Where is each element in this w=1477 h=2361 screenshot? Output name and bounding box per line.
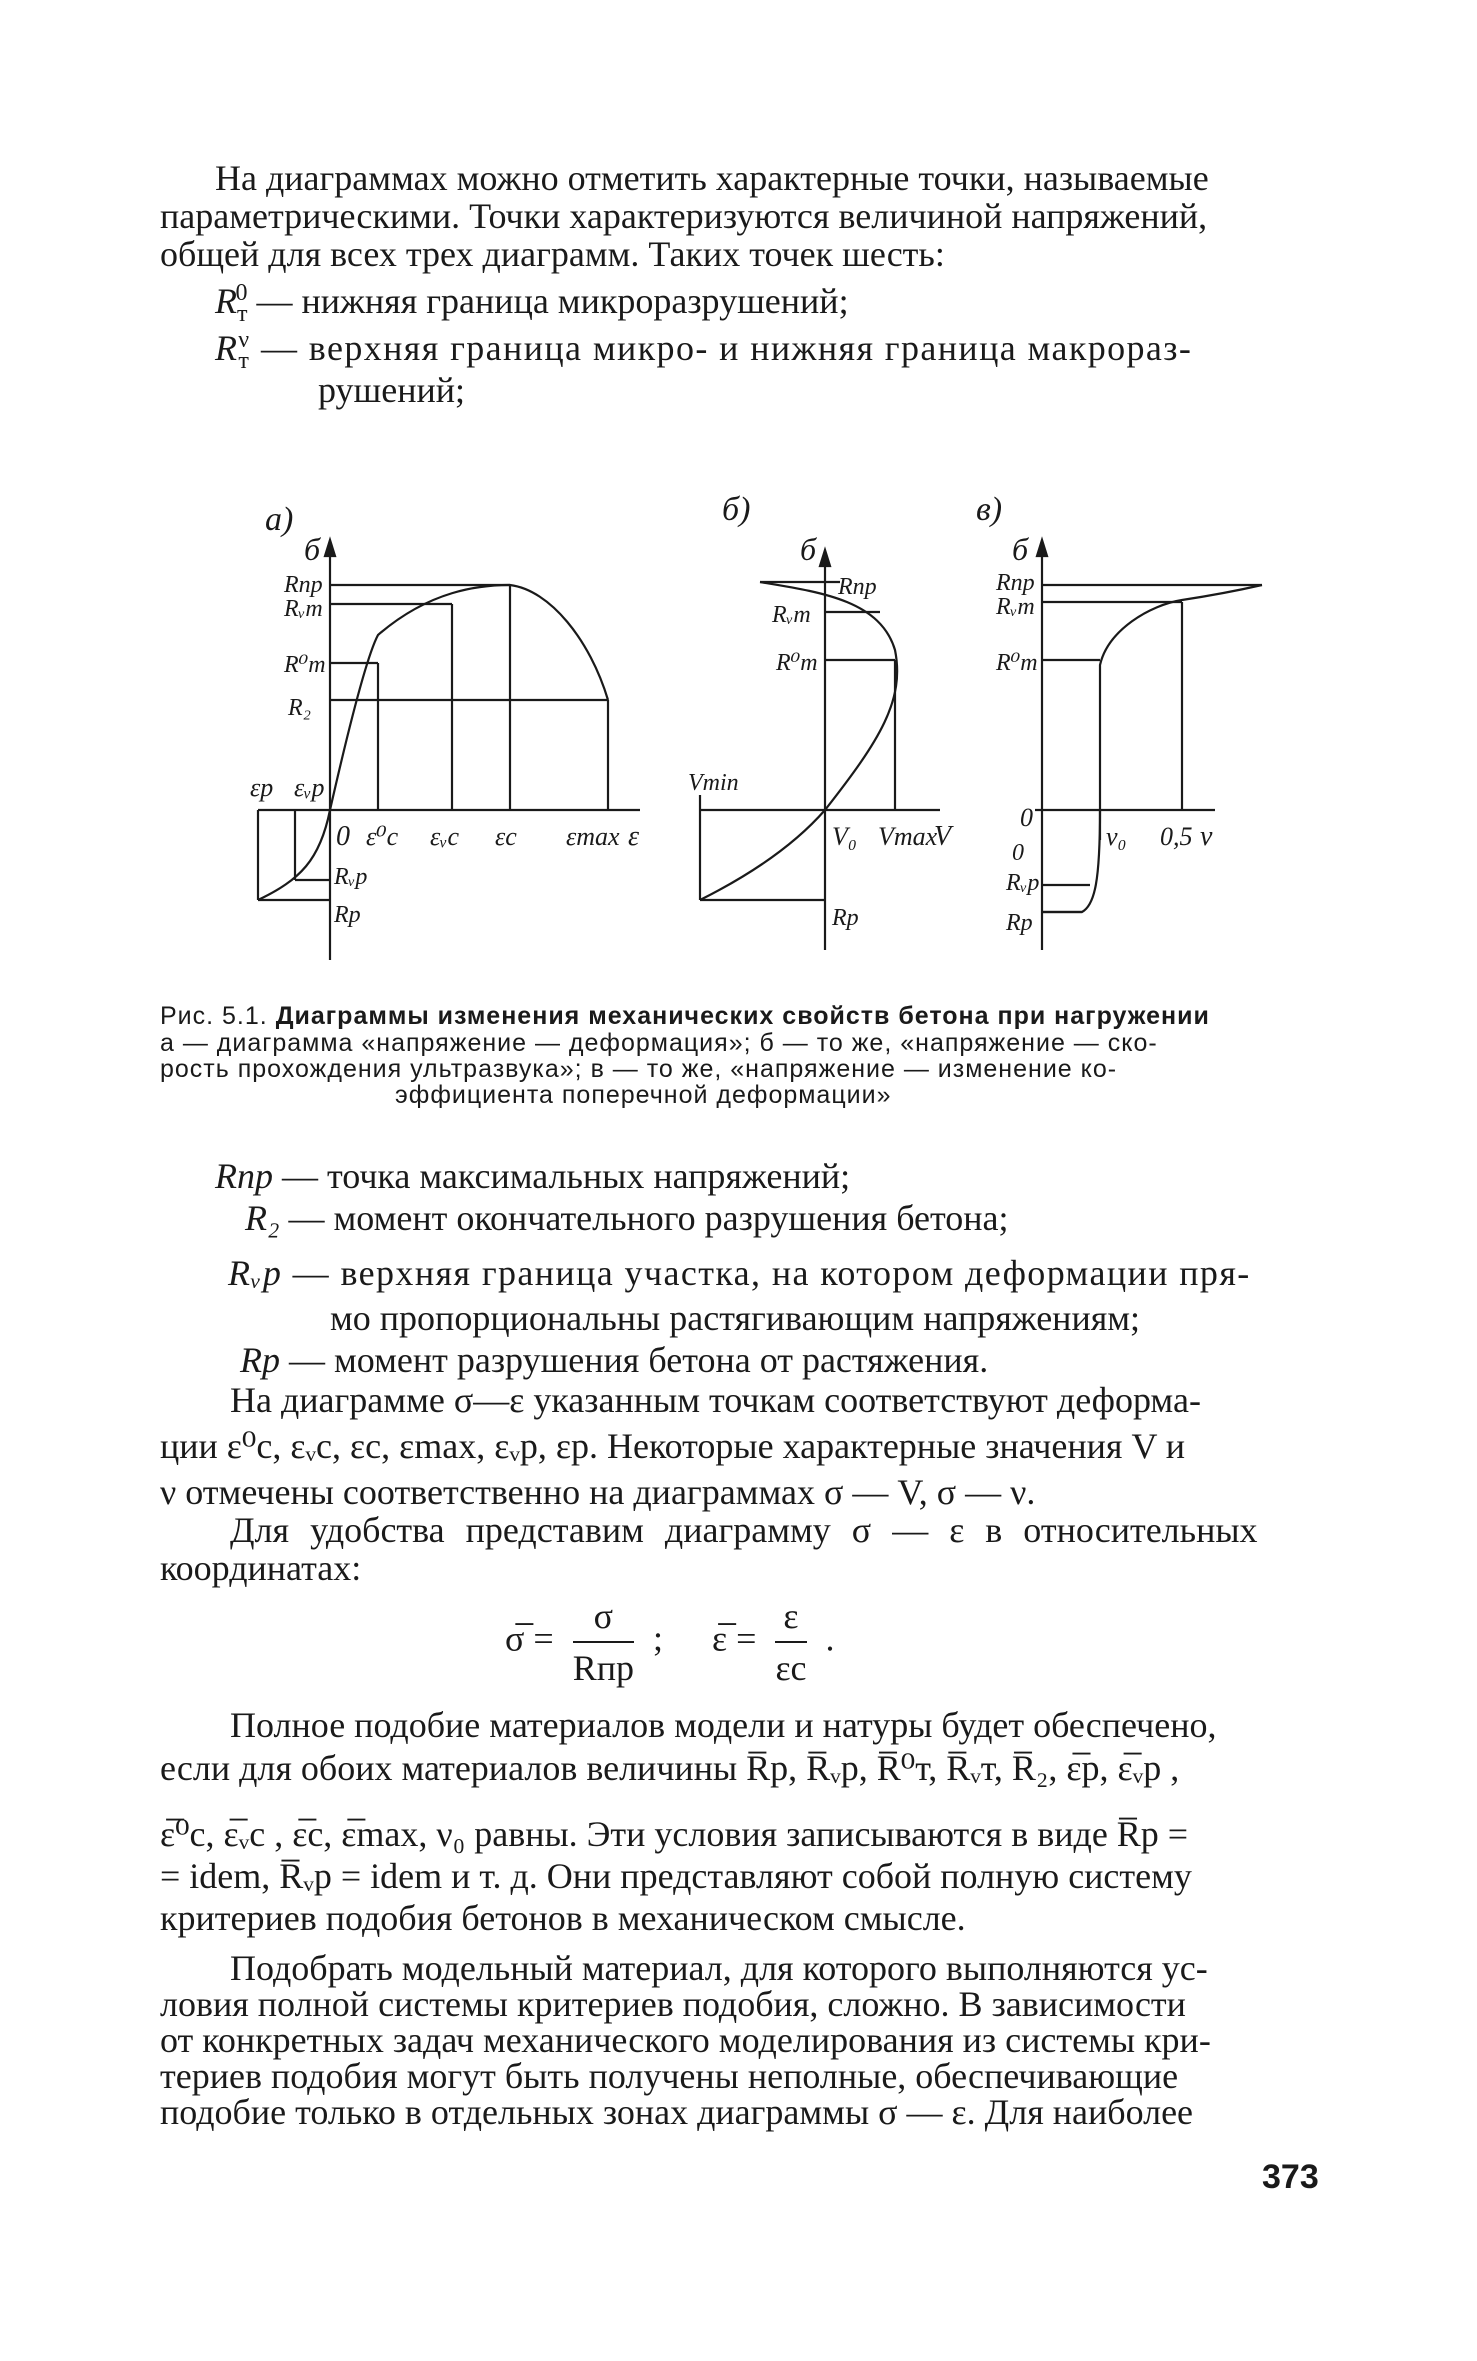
panel-c-tag: в) (976, 491, 1003, 528)
para4-line-5: подобие только в отдельных зонах диаграммы σ — ε. Для наиболее (160, 2092, 1194, 2132)
formula-lhs-sigma: σ̅ = (505, 1618, 554, 1659)
para4-line-3: от конкретных задач механического моделирования из системы кри- (160, 2020, 1211, 2060)
para4-line-1: Подобрать модельный материал, для которого выполняются ус- (230, 1948, 1208, 1988)
def-rp-label: Rр (240, 1340, 280, 1380)
panel-a-stress-strain-curve (258, 585, 608, 900)
para3-line-1: Полное подобие материалов модели и натуры будет обеспечено, (230, 1705, 1217, 1745)
def-rpv-label: Rᵥр (228, 1253, 283, 1293)
panel-b-y-axis-label: б (800, 531, 817, 567)
panel-c-stress-poisson-curve (1042, 585, 1262, 912)
def-rt0-sub: т (237, 301, 248, 328)
panel-b-diagram (700, 550, 940, 950)
panel-a-label-ep: εр (250, 773, 274, 802)
panel-c-tick-rt0: R⁰т (996, 650, 1038, 676)
def-rtv-sub: т (238, 348, 251, 375)
panel-b-tick-vmax: Vmax (878, 822, 938, 851)
panel-a-tick-rt0: R⁰т (284, 652, 326, 678)
def-rpv-continuation: мо пропорциональны растягивающим напряжениям; (330, 1298, 1141, 1338)
figure-caption-line-4: эффициента поперечной деформации» (395, 1081, 892, 1109)
def-rpr-text: — точка максимальных напряжений; (282, 1156, 851, 1196)
def-r2-text: — момент окончательного разрушения бетона; (288, 1198, 1009, 1238)
formula-den-ec: εc (775, 1648, 807, 1688)
panel-a-y-axis-label: б (304, 531, 321, 567)
para2-line-2: координатах: (160, 1548, 362, 1588)
para3-line-2: если для обоих материалов величины R̅р, R̅ᵥр, R̅⁰т, R̅ᵥт, R̅₂, ε̅р, ε̅ᵥр , (160, 1748, 1180, 1788)
def-rpv (228, 1255, 1251, 1291)
para3-line-4: = idem, R̅ᵥр = idem и т. д. Они представляют собой полную систему (160, 1856, 1192, 1896)
panel-a-tick-ec0: ε⁰c (366, 822, 399, 851)
figure-caption-line-1 (160, 1003, 1210, 1029)
para4-line-2: ловия полной системы критериев подобия, сложно. В зависимости (160, 1984, 1186, 2024)
formula-den-rpr: Rпр (572, 1648, 634, 1688)
intro-line-3: общей для всех трех диаграмм. Таких точек шесть: (160, 234, 945, 274)
panel-c-tick-rpv: Rᵥр (1006, 870, 1040, 896)
figure-caption-line-3: рость прохождения ультразвука»; в — то же, «напряжение — изменение ко- (160, 1055, 1118, 1083)
panel-a-tick-r2: R₂ (288, 695, 312, 721)
para3-line-5: критериев подобия бетонов в механическом смысле. (160, 1898, 966, 1938)
panel-c-tick-zero: 0 (1020, 803, 1033, 832)
panel-b-tick-rtv: Rᵥт (772, 602, 811, 628)
def-rtv-sup: ν (238, 327, 251, 353)
def-rt0-text: — нижняя граница микроразрушений; (256, 281, 849, 321)
formula-separator: ; (653, 1618, 664, 1659)
panel-c-tick-rpr: Rпр (996, 570, 1035, 596)
intro-line-1: На диаграммах можно отметить характерные точки, называемые (215, 158, 1209, 198)
def-rp-text: — момент разрушения бетона от растяжения. (289, 1340, 989, 1380)
formula-fraction-sigma (573, 1595, 634, 1689)
panel-c-tick-rp: Rр (1006, 910, 1033, 936)
def-rtv-continuation: рушений; (318, 370, 466, 410)
def-r2-label: R₂ (245, 1198, 280, 1238)
panel-c-tick-rtv: Rᵥт (996, 594, 1035, 620)
panel-a-label-epv: εᵥр (294, 773, 325, 802)
def-rpv-text: — верхняя граница участка, на котором деформации пря- (292, 1253, 1251, 1293)
def-r2 (245, 1200, 1009, 1236)
panel-b-tick-v0: V₀ (832, 822, 857, 851)
panel-a-tick-rpv: Rᵥр (334, 864, 368, 890)
panel-b-tick-rt0: R⁰т (776, 650, 818, 676)
panel-c-diagram (1035, 540, 1262, 950)
panel-b-tick-rpr: Rпр (838, 574, 877, 600)
panel-b-tick-rp: Rр (832, 905, 859, 931)
formula-num-sigma: σ (573, 1595, 634, 1643)
para2-line-1: Для удобства представим диаграмму σ — ε в относительных (230, 1510, 1258, 1550)
panel-b-x-axis-label: V (934, 821, 952, 852)
panel-a-tick-emax: εmax (566, 822, 620, 851)
para4-line-4: териев подобия могут быть получены неполные, обеспечивающие (160, 2056, 1179, 2096)
def-rtv-text: — верхняя граница микро- и нижняя граница макрораз- (260, 328, 1193, 368)
caption-label: Рис. 5.1. (160, 1002, 268, 1030)
def-rtv-symbol: R (215, 328, 239, 368)
panel-a-tag: а) (265, 501, 294, 538)
def-rp (240, 1342, 988, 1378)
caption-title: Диаграммы изменения механических свойств бетона при нагружении (275, 1002, 1210, 1030)
panel-a-x-axis-label: ε (628, 821, 640, 852)
para1-line-3: ν отмечены соответственно на диаграммах σ — V, σ — ν. (160, 1472, 1036, 1512)
panel-c-tick-neg-zero: 0 (1012, 840, 1024, 866)
formula-num-epsilon: ε (775, 1595, 806, 1643)
panel-c-x-axis-label: ν (1200, 821, 1213, 852)
formula-fraction-epsilon (775, 1595, 806, 1689)
panel-a-tick-rtv: Rᵥт (284, 596, 323, 622)
para3-line-3: ε̅⁰c, ε̅ᵥc , ε̅c, ε̅max, ν₀ равны. Эти условия записываются в виде R̅р = (160, 1814, 1189, 1854)
panel-a-tick-ecv: εᵥc (430, 822, 460, 851)
panel-c-y-axis-label: б (1012, 531, 1029, 567)
def-rpr-label: Rпр (215, 1156, 273, 1196)
figure-caption-line-2: а — диаграмма «напряжение — деформация»; б — то же, «напряжение — ско- (160, 1029, 1158, 1057)
para1-line-1: На диаграмме σ—ε указанным точкам соответствуют деформа- (230, 1380, 1201, 1420)
formula-end: . (825, 1618, 835, 1659)
panel-a-tick-rp: Rр (334, 902, 361, 928)
panel-b-stress-velocity-curve (700, 582, 897, 900)
figure-5-1 (0, 0, 1477, 1000)
intro-line-2: параметрическими. Точки характеризуются величиной напряжений, (160, 196, 1208, 236)
panel-b-label-vmin: Vmin (688, 770, 739, 796)
def-rpr (215, 1158, 850, 1194)
page-number: 373 (1262, 2158, 1319, 2196)
panel-b-tag: б) (722, 491, 751, 528)
relative-coordinates-formula (505, 1595, 835, 1689)
panel-a-tick-ec: εc (495, 822, 517, 851)
def-rt0-symbol: R (215, 281, 237, 321)
panel-a-tick-zero: 0 (336, 821, 350, 852)
panel-c-tick-half: 0,5 (1160, 822, 1193, 851)
panel-a-tick-rpr: Rпр (284, 572, 323, 598)
def-rt0-sup: 0 (235, 280, 248, 306)
formula-lhs-epsilon: ε̅ = (712, 1618, 757, 1659)
panel-c-tick-nu0: ν₀ (1106, 822, 1127, 851)
para1-line-2: ции ε⁰c, εᵥc, εc, εmax, εᵥр, εр. Некоторые характерные значения V и (160, 1426, 1186, 1466)
